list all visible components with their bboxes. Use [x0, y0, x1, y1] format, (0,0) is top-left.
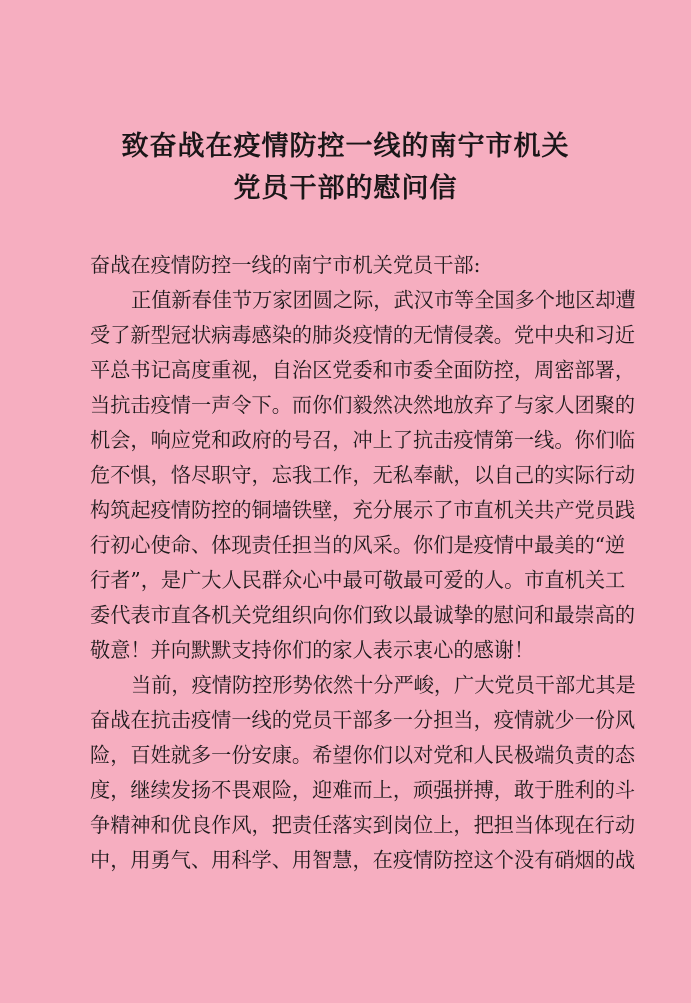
- title-line-1: 致奋战在疫情防控一线的南宁市机关: [121, 131, 570, 162]
- paragraph-2: [90, 668, 636, 878]
- letter-body: [90, 248, 636, 878]
- paragraph-1: [90, 283, 636, 668]
- paragraph-line: 敬意！并向默默支持你们的家人表示衷心的感谢！: [90, 638, 535, 662]
- title-line-2: 党员干部的慰问信: [233, 173, 458, 204]
- paragraph-line: 争精神和优良作风，把责任落实到岗位上，把担当体现在行动: [90, 813, 636, 837]
- salutation: 奋战在疫情防控一线的南宁市机关党员干部:: [90, 253, 481, 277]
- paragraph-line: 当前，疫情防控形势依然十分严峻，广大党员干部尤其是: [131, 673, 636, 697]
- paragraph-line: 中，用勇气、用科学、用智慧，在疫情防控这个没有硝烟的战: [90, 848, 636, 872]
- paragraph-line: 险，百姓就多一份安康。希望你们以对党和人民极端负责的态: [90, 743, 636, 767]
- paragraph-line: 度，继续发扬不畏艰险，迎难而上，顽强拼搏，敢于胜利的斗: [90, 778, 636, 802]
- paragraph-line: 行者”，是广大人民群众心中最可敬最可爱的人。市直机关工: [90, 568, 626, 592]
- paragraph-line: 构筑起疫情防控的铜墙铁壁，充分展示了市直机关共产党员践: [90, 498, 636, 522]
- paragraph-line: 行初心使命、体现责任担当的风采。你们是疫情中最美的“逆: [90, 533, 626, 557]
- letter-title: [0, 126, 691, 210]
- paragraph-line: 危不惧，恪尽职守，忘我工作，无私奉献，以自己的实际行动: [90, 463, 636, 487]
- paragraph-line: 平总书记高度重视，自治区党委和市委全面防控，周密部署，: [90, 358, 636, 382]
- paragraph-line: 正值新春佳节万家团圆之际，武汉市等全国多个地区却遭: [131, 288, 636, 312]
- paragraph-line: 奋战在抗击疫情一线的党员干部多一分担当，疫情就少一份风: [90, 708, 636, 732]
- paragraph-line: 受了新型冠状病毒感染的肺炎疫情的无情侵袭。党中央和习近: [90, 323, 636, 347]
- paragraph-line: 委代表市直各机关党组织向你们致以最诚挚的慰问和最崇高的: [90, 603, 636, 627]
- paragraph-line: 当抗击疫情一声令下。而你们毅然决然地放弃了与家人团聚的: [90, 393, 636, 417]
- paragraph-line: 机会，响应党和政府的号召，冲上了抗击疫情第一线。你们临: [90, 428, 636, 452]
